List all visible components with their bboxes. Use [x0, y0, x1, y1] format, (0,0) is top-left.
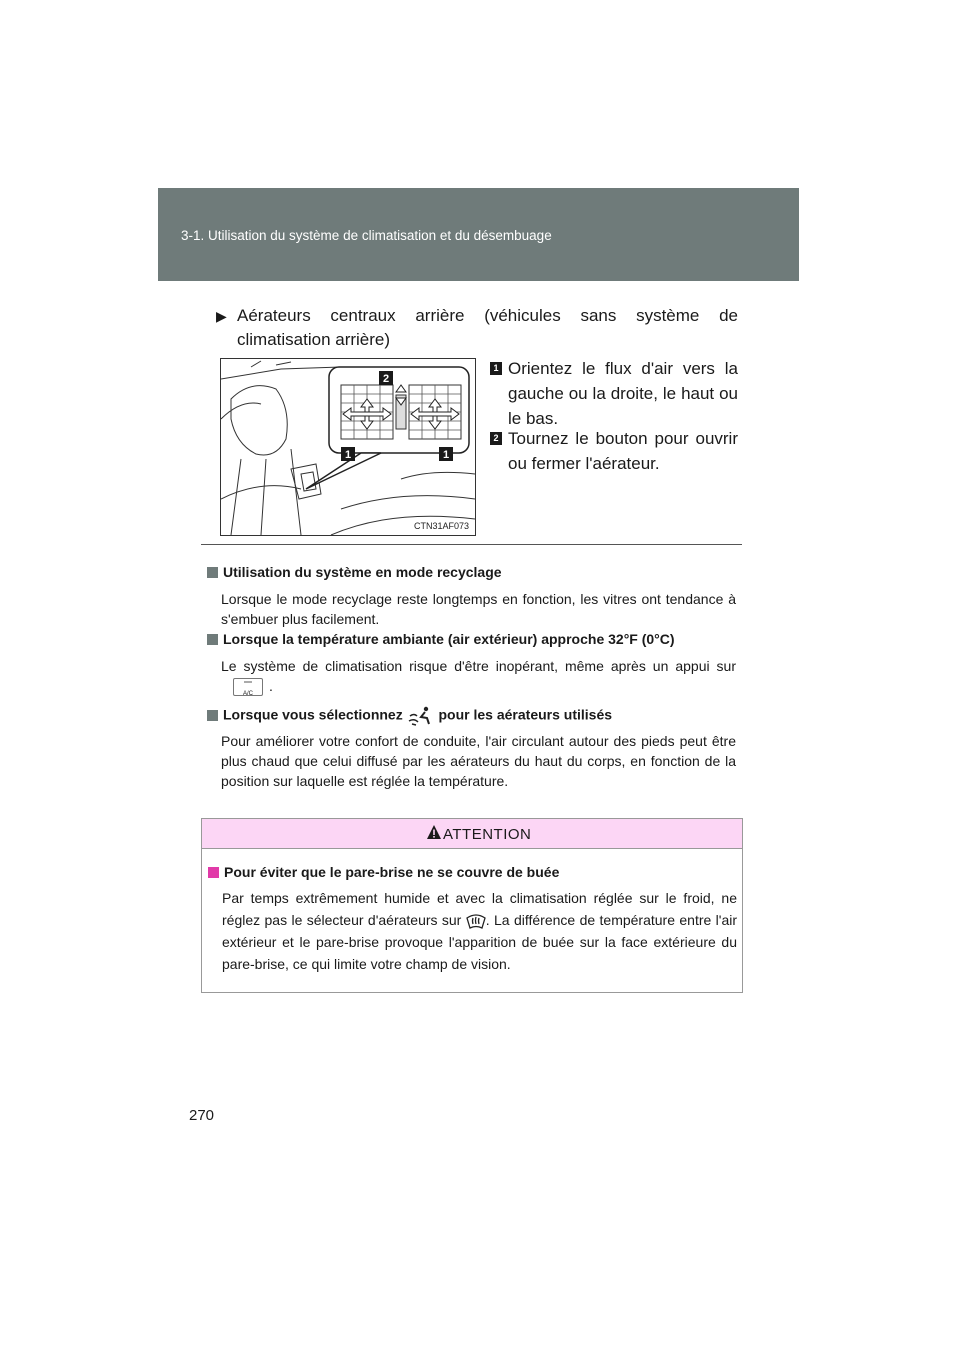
attention-body [222, 887, 737, 975]
figure-caption: CTN31AF073 [413, 521, 469, 531]
figure-label-2-text: 2 [382, 373, 390, 385]
callout-text-2: Tournez le bouton pour ouvrir ou fermer l'aérateur. [508, 429, 738, 473]
note-title-foot-mode [207, 706, 612, 726]
note-title-foot-mode-post: pour les aérateurs utilisés [438, 706, 613, 723]
note-body-foot-mode: Pour améliorer votre confort de conduite, l'air circulant autour des pieds peut être plus chaud que celui diffusé par les aérateurs du haut du corps, en fonction de la position sur laquelle est réglée la température. [221, 733, 736, 789]
intro-line-1: Aérateurs centraux arrière (véhicules sans système de [237, 306, 738, 325]
attention-body-pre: Par temps extrêmement humide et avec la climatisation réglée sur le froid, ne réglez pas le sélecteur d'aérateurs sur [222, 890, 737, 928]
ac-button-label: A/C [242, 691, 253, 698]
callout-text-1: Orientez le flux d'air vers la gauche ou la droite, le haut ou le bas. [508, 359, 738, 428]
intro-line-2: climatisation arrière) [237, 330, 391, 349]
note-body-temperature-text: Le système de climatisation risque d'être inopérant, même après un appui sur [221, 658, 736, 674]
attention-subtitle-text: Pour éviter que le pare-brise ne se couvre de buée [224, 864, 560, 880]
note-title-recycle-text: Utilisation du système en mode recyclage [223, 564, 502, 580]
note-body-recycle: Lorsque le mode recyclage reste longtemps en fonction, les vitres ont tendance à s'embuer plus facilement. [221, 591, 736, 627]
callout-number-1: 1 [490, 362, 502, 375]
figure-label-1-left-text: 1 [344, 449, 352, 461]
square-icon [208, 867, 219, 878]
section-divider [201, 544, 742, 545]
note-title-temperature-text: Lorsque la température ambiante (air extérieur) approche 32°F (0°C) [223, 631, 675, 647]
car-interior-drawing [221, 359, 475, 535]
figure-label-1-right-text: 1 [442, 449, 450, 461]
square-icon [207, 634, 218, 645]
note-body-temperature-end: . [269, 678, 273, 694]
windshield-defrost-icon [466, 912, 486, 930]
triangle-right-icon: ▶ [216, 308, 227, 324]
note-body-temperature [221, 656, 736, 696]
note-title-temperature [207, 631, 675, 647]
intro-bullet [216, 304, 738, 352]
callout-1 [490, 356, 738, 431]
note-title-foot-mode-pre: Lorsque vous sélectionnez [223, 706, 403, 723]
callout-number-2: 2 [490, 432, 502, 445]
note-title-recycle [207, 564, 502, 580]
square-icon [207, 710, 218, 721]
square-icon [207, 567, 218, 578]
callout-2 [490, 426, 738, 476]
attention-header [202, 819, 742, 849]
ac-button-icon [233, 678, 263, 696]
attention-subtitle [208, 864, 559, 880]
rear-vent-illustration [220, 358, 476, 536]
page-number: 270 [189, 1107, 215, 1124]
foot-airflow-icon [407, 706, 435, 726]
attention-box [201, 818, 743, 993]
attention-body-post: . La différence de température entre l'air extérieur et le pare-brise provoque l'apparition de buée sur la face extérieure du pare-brise, ce qui limite votre champ de vision. [222, 912, 738, 972]
warning-triangle-icon [426, 824, 442, 840]
section-title: 3-1. Utilisation du système de climatisation et du désembuage [181, 228, 552, 243]
attention-title: ATTENTION [443, 826, 532, 843]
